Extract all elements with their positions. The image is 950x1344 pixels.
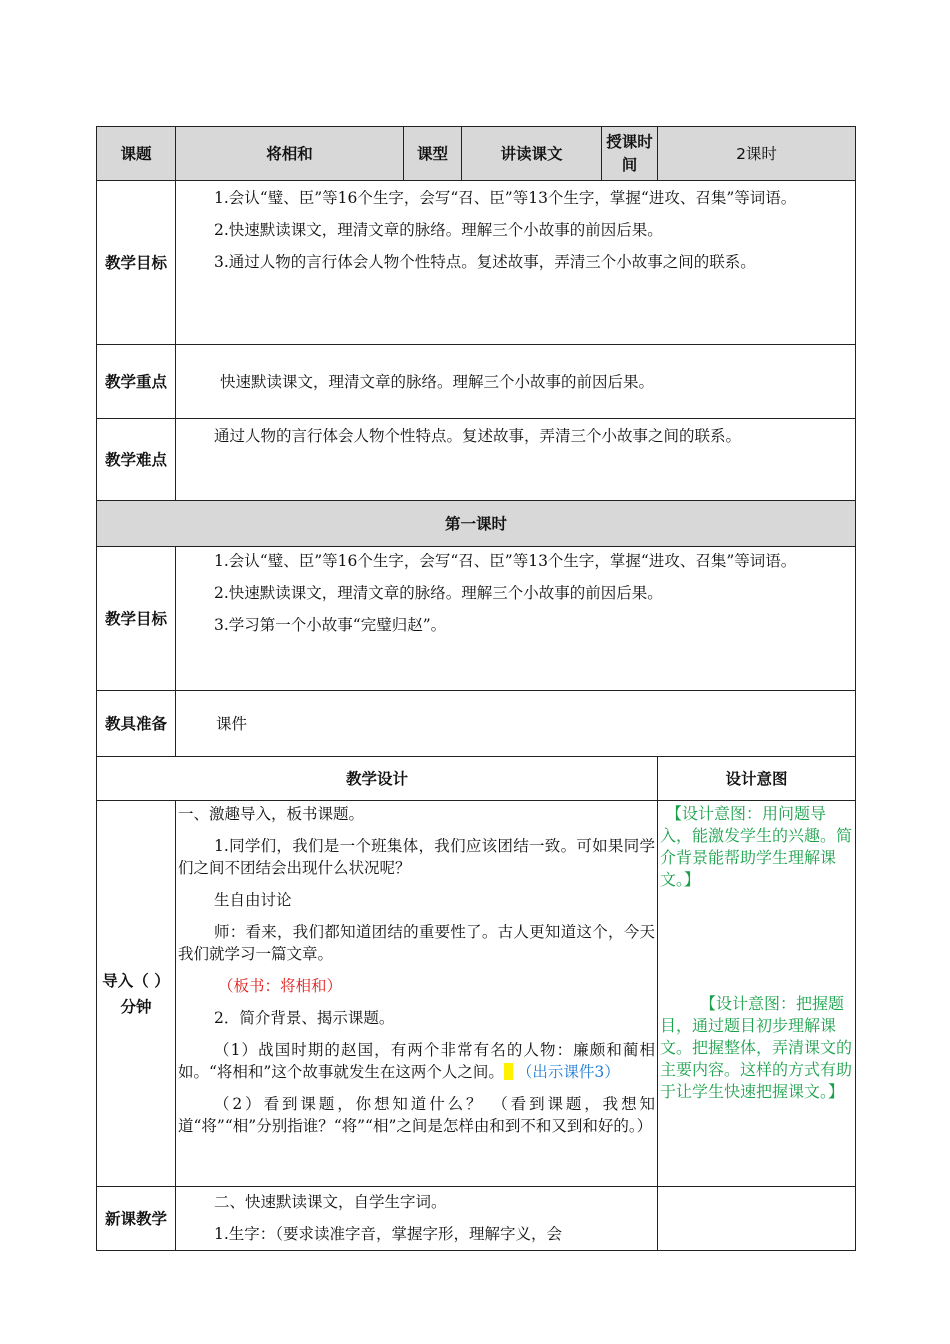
objectives-content [176, 181, 856, 345]
intro-paragraph [178, 1039, 655, 1083]
design-intent-note: 【设计意图：把握题目，通过题目初步理解课文。把握整体，弄清课文的主要内容。这样的方式有助于让学生快速把握课文。】 [660, 994, 853, 1101]
topic-label: 课题 [97, 127, 176, 181]
new-lesson-intent-cell [658, 1187, 856, 1251]
objective-item: 3.通过人物的言行体会人物个性特点。复述故事，弄清三个小故事之间的联系。 [214, 253, 756, 271]
lesson-one-objectives-label: 教学目标 [97, 547, 176, 691]
design-header-row [97, 757, 856, 801]
key-points-text: 快速默读课文，理清文章的脉络。理解三个小故事的前因后果。 [176, 345, 856, 419]
courseware-note: （出示课件3） [516, 1063, 620, 1081]
objective-item: 1.会认“璧、臣”等16个生字，会写“召、臣”等13个生字，掌握“进攻、召集”等词语。 [214, 189, 797, 207]
intro-label: 导入（ ）分钟 [97, 801, 176, 1187]
highlight-mark [504, 1063, 513, 1080]
type-label: 课型 [404, 127, 462, 181]
new-lesson-heading: 二、快速默读课文，自学生字词。 [214, 1193, 447, 1211]
difficulties-label: 教学难点 [97, 419, 176, 501]
lesson-one-objective-item: 2.快速默读课文，理清文章的脉络。理解三个小故事的前因后果。 [214, 584, 663, 602]
intro-paragraph: 2．简介背景、揭示课题。 [214, 1009, 395, 1027]
period-value: 2课时 [658, 127, 856, 181]
materials-value: 课件 [176, 691, 856, 757]
lesson-plan-table [96, 126, 856, 1251]
lesson-one-title: 第一课时 [97, 501, 856, 547]
difficulties-content [176, 419, 856, 501]
time-label: 授课时间 [602, 127, 658, 181]
lesson-one-objectives-row [97, 547, 856, 691]
lesson-one-objective-item: 3.学习第一个小故事“完璧归赵”。 [214, 616, 447, 634]
materials-row [97, 691, 856, 757]
design-header: 教学设计 [97, 757, 658, 801]
objectives-row [97, 181, 856, 345]
intro-paragraph-text: （1）战国时期的赵国，有两个非常有名的人物：廉颇和蔺相如。“将相和”这个故事就发生在这两个人之间。 [178, 1041, 655, 1081]
intro-paragraph: 生自由讨论 [214, 891, 292, 909]
key-points-label: 教学重点 [97, 345, 176, 419]
key-points-row [97, 345, 856, 419]
intro-content [176, 801, 658, 1187]
intro-heading: 一、激趣导入，板书课题。 [178, 805, 365, 823]
intro-paragraph: 1.同学们，我们是一个班集体，我们应该团结一致。可如果同学们之间不团结会出现什么状况呢？ [178, 837, 655, 877]
new-lesson-label: 新课教学 [97, 1187, 176, 1251]
new-lesson-content [176, 1187, 658, 1251]
intro-paragraph: 师：看来，我们都知道团结的重要性了。古人更知道这个，今天我们就学习一篇文章。 [178, 923, 655, 963]
new-lesson-paragraph: 1.生字：（要求读准字音，掌握字形，理解字义，会 [214, 1225, 563, 1243]
topic-value: 将相和 [176, 127, 404, 181]
lesson-one-row [97, 501, 856, 547]
intro-intent-cell [658, 801, 856, 1187]
intent-header: 设计意图 [658, 757, 856, 801]
header-row [97, 127, 856, 181]
new-lesson-row [97, 1187, 856, 1251]
intro-paragraph: （2）看到课题，你想知道什么？ （看到课题，我想知道“将”“相”分别指谁？“将”“相”之间是怎样由和到不和又到和好的。） [178, 1095, 655, 1135]
lesson-one-objectives-content [176, 547, 856, 691]
lesson-one-objective-item: 1.会认“璧、臣”等16个生字，会写“召、臣”等13个生字，掌握“进攻、召集”等词语。 [214, 552, 797, 570]
objectives-label: 教学目标 [97, 181, 176, 345]
materials-label: 教具准备 [97, 691, 176, 757]
type-value: 讲读课文 [462, 127, 602, 181]
design-intent-note: 【设计意图：用问题导入，能激发学生的兴趣。简介背景能帮助学生理解课文。】 [660, 804, 853, 889]
objective-item: 2.快速默读课文，理清文章的脉络。理解三个小故事的前因后果。 [214, 221, 663, 239]
intro-row [97, 801, 856, 1187]
difficulties-row [97, 419, 856, 501]
difficulties-text: 通过人物的言行体会人物个性特点。复述故事，弄清三个小故事之间的联系。 [214, 427, 742, 445]
board-note: （板书：将相和） [218, 977, 343, 995]
